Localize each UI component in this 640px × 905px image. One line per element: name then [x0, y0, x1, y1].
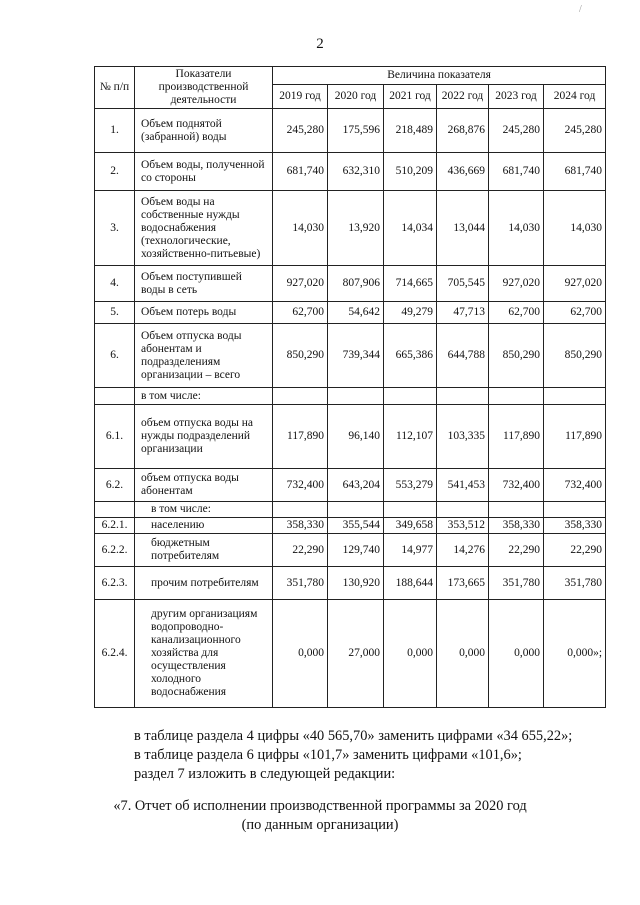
row-number: 3.: [95, 191, 135, 266]
row-value: 927,020: [489, 266, 544, 302]
row-value: 27,000: [328, 600, 384, 708]
row-value: 665,386: [384, 324, 437, 388]
table-row: [95, 567, 606, 600]
row-value: 927,020: [273, 266, 328, 302]
header-value-group: Величина показателя: [273, 67, 606, 85]
row-value: 22,290: [489, 534, 544, 567]
row-value: 129,740: [328, 534, 384, 567]
row-value: 0,000: [273, 600, 328, 708]
row-number: 1.: [95, 109, 135, 153]
header-num: № п/п: [95, 67, 135, 109]
row-value: 22,290: [544, 534, 606, 567]
row-value: 732,400: [489, 469, 544, 502]
row-value: 112,107: [384, 405, 437, 469]
row-value: 850,290: [544, 324, 606, 388]
row-value: 62,700: [544, 302, 606, 324]
row-value: 117,890: [544, 405, 606, 469]
amendment-line-1: в таблице раздела 4 цифры «40 565,70» заменить цифрами «34 655,22»;: [134, 728, 573, 744]
row-value: 13,920: [328, 191, 384, 266]
row-value: 0,000: [489, 600, 544, 708]
table-row: [95, 153, 606, 191]
row-indicator: Объем воды, полученной со стороны: [135, 153, 273, 191]
header-indicator: Показатели производственной деятельности: [135, 67, 273, 109]
row-value: 47,713: [437, 302, 489, 324]
row-value: 632,310: [328, 153, 384, 191]
row-indicator: прочим потребителям: [135, 567, 273, 600]
row-number: 4.: [95, 266, 135, 302]
row-value: [328, 388, 384, 405]
row-value: 643,204: [328, 469, 384, 502]
row-value: 349,658: [384, 518, 437, 534]
row-value: 355,544: [328, 518, 384, 534]
table-body: [95, 109, 606, 708]
table-row: [95, 324, 606, 388]
row-value: [544, 502, 606, 518]
row-number: [95, 388, 135, 405]
row-value: 14,030: [489, 191, 544, 266]
row-indicator: Объем потерь воды: [135, 302, 273, 324]
row-value: 351,780: [273, 567, 328, 600]
row-value: 705,545: [437, 266, 489, 302]
row-value: 807,906: [328, 266, 384, 302]
row-value: 62,700: [489, 302, 544, 324]
row-value: [273, 388, 328, 405]
row-value: 436,669: [437, 153, 489, 191]
section-heading-line-2: (по данным организации): [241, 817, 399, 833]
row-value: 644,788: [437, 324, 489, 388]
table-row: [95, 534, 606, 567]
row-value: [437, 388, 489, 405]
table-row: [95, 518, 606, 534]
row-value: 351,780: [489, 567, 544, 600]
row-value: 0,000»;: [544, 600, 606, 708]
section-heading: [60, 797, 580, 835]
page-number: 2: [316, 36, 324, 52]
header-year: 2021 год: [384, 85, 437, 109]
row-number: 6.: [95, 324, 135, 388]
row-indicator: другим организациям водопроводно-канализационного хозяйства для осуществления холодного водоснабжения: [135, 600, 273, 708]
row-value: 14,030: [273, 191, 328, 266]
row-indicator: объем отпуска воды на нужды подразделений организации: [135, 405, 273, 469]
row-value: 96,140: [328, 405, 384, 469]
header-year: 2022 год: [437, 85, 489, 109]
amendment-line-3: раздел 7 изложить в следующей редакции:: [134, 766, 396, 782]
row-indicator: Объем отпуска воды абонентам и подразделениям организации – всего: [135, 324, 273, 388]
row-value: 358,330: [544, 518, 606, 534]
corner-mark: /: [579, 4, 582, 15]
row-value: 739,344: [328, 324, 384, 388]
row-indicator: Объем поступившей воды в сеть: [135, 266, 273, 302]
row-indicator: объем отпуска воды абонентам: [135, 469, 273, 502]
row-value: 681,740: [489, 153, 544, 191]
table-row: [95, 469, 606, 502]
row-value: 245,280: [273, 109, 328, 153]
header-year: 2023 год: [489, 85, 544, 109]
table-row: [95, 502, 606, 518]
row-value: 14,030: [544, 191, 606, 266]
row-value: 927,020: [544, 266, 606, 302]
row-value: 358,330: [489, 518, 544, 534]
row-value: 218,489: [384, 109, 437, 153]
row-value: 245,280: [489, 109, 544, 153]
row-indicator: населению: [135, 518, 273, 534]
row-value: 850,290: [489, 324, 544, 388]
row-value: 103,335: [437, 405, 489, 469]
row-indicator: в том числе:: [135, 388, 273, 405]
table-row: [95, 191, 606, 266]
row-number: 6.2.1.: [95, 518, 135, 534]
row-value: 353,512: [437, 518, 489, 534]
row-value: 541,453: [437, 469, 489, 502]
row-value: 175,596: [328, 109, 384, 153]
row-value: 117,890: [273, 405, 328, 469]
table-row: [95, 388, 606, 405]
row-value: 188,644: [384, 567, 437, 600]
row-value: 54,642: [328, 302, 384, 324]
row-value: [489, 388, 544, 405]
row-number: [95, 502, 135, 518]
row-value: [384, 388, 437, 405]
row-value: [384, 502, 437, 518]
row-number: 6.1.: [95, 405, 135, 469]
row-value: 49,279: [384, 302, 437, 324]
production-indicators-table: [94, 66, 606, 708]
row-value: 14,276: [437, 534, 489, 567]
row-value: 14,977: [384, 534, 437, 567]
row-value: 681,740: [544, 153, 606, 191]
row-value: 732,400: [273, 469, 328, 502]
row-value: 681,740: [273, 153, 328, 191]
row-indicator: бюджетным потребителям: [135, 534, 273, 567]
header-year: 2019 год: [273, 85, 328, 109]
row-value: [489, 502, 544, 518]
row-value: 268,876: [437, 109, 489, 153]
amendment-line-2: в таблице раздела 6 цифры «101,7» заменить цифрами «101,6»;: [134, 747, 522, 763]
row-value: 13,044: [437, 191, 489, 266]
table-row: [95, 109, 606, 153]
header-year: 2024 год: [544, 85, 606, 109]
header-year: 2020 год: [328, 85, 384, 109]
row-value: 0,000: [437, 600, 489, 708]
row-value: 14,034: [384, 191, 437, 266]
row-value: 130,920: [328, 567, 384, 600]
row-value: 850,290: [273, 324, 328, 388]
row-value: [328, 502, 384, 518]
table-header: [95, 67, 606, 109]
row-number: 6.2.2.: [95, 534, 135, 567]
row-value: 0,000: [384, 600, 437, 708]
table-row: [95, 405, 606, 469]
row-value: 732,400: [544, 469, 606, 502]
row-value: [544, 388, 606, 405]
row-number: 2.: [95, 153, 135, 191]
row-value: 510,209: [384, 153, 437, 191]
row-value: [437, 502, 489, 518]
row-indicator: Объем воды на собственные нужды водоснабжения (технологические, хозяйственно-питьевые): [135, 191, 273, 266]
row-value: 714,665: [384, 266, 437, 302]
row-indicator: Объем поднятой (забранной) воды: [135, 109, 273, 153]
section-heading-line-1: «7. Отчет об исполнении производственной программы за 2020 год: [113, 798, 527, 814]
row-value: 173,665: [437, 567, 489, 600]
row-value: 351,780: [544, 567, 606, 600]
row-value: 358,330: [273, 518, 328, 534]
row-number: 6.2.: [95, 469, 135, 502]
row-number: 6.2.3.: [95, 567, 135, 600]
row-number: 6.2.4.: [95, 600, 135, 708]
table-row: [95, 266, 606, 302]
amendment-text: [134, 727, 604, 784]
row-number: 5.: [95, 302, 135, 324]
table-row: [95, 302, 606, 324]
row-value: 22,290: [273, 534, 328, 567]
row-value: 553,279: [384, 469, 437, 502]
row-value: 117,890: [489, 405, 544, 469]
table-row: [95, 600, 606, 708]
row-value: [273, 502, 328, 518]
row-value: 245,280: [544, 109, 606, 153]
row-value: 62,700: [273, 302, 328, 324]
row-indicator: в том числе:: [135, 502, 273, 518]
